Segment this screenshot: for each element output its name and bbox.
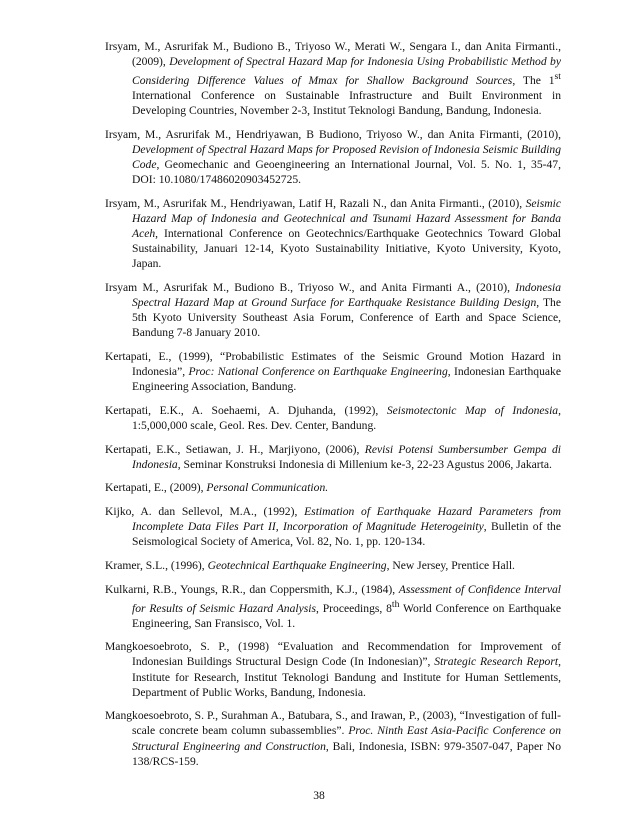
reference-title: Seismotectonic Map of Indonesia (386, 403, 559, 417)
reference-authors: Kertapati, E.K., Setiawan, J. H., Marjiyono, (2006), (105, 442, 365, 456)
reference-title: Assessment of Confidence Interval for Results of Seismic Hazard Analysis (132, 582, 561, 615)
reference-authors: Irsyam, M., Asrurifak M., Hendriyawan, Latif H, Razali N., dan Anita Firmanti., (2010), (105, 196, 526, 210)
reference-title: Personal Communication. (206, 481, 329, 495)
reference-entry (105, 480, 561, 495)
reference-entry (105, 582, 561, 631)
reference-details: , Proceedings, 8 (316, 601, 392, 615)
reference-details: , Bali, Indonesia, ISBN: 979-3507-047, Paper No 138/RCS-159. (132, 739, 561, 768)
reference-details: , The 5th Kyoto University Southeast Asia Forum, Conference of Earth and Space Science, Bandung 7-8 January 2010. (132, 296, 561, 340)
reference-entry (105, 403, 561, 433)
reference-authors: Irsyam, M., Asrurifak M., Hendriyawan, B Budiono, Triyoso W., dan Anita Firmanti, (2010), (105, 127, 561, 141)
reference-title: Strategic Research Report (434, 655, 559, 669)
reference-details: , 1:5,000,000 scale, Geol. Res. Dev. Center, Bandung. (132, 403, 561, 432)
reference-details: , New Jersey, Prentice Hall. (386, 558, 515, 572)
reference-details: , Seminar Konstruksi Indonesia di Millenium ke-3, 22-23 Agustus 2006, Jakarta. (177, 457, 552, 471)
page-number: 38 (313, 789, 325, 802)
reference-authors: Kulkarni, R.B., Youngs, R.R., dan Coppersmith, K.J., (1984), (105, 582, 399, 596)
reference-entry (105, 558, 561, 573)
reference-entry (105, 639, 561, 699)
reference-details: , International Conference on Geotechnics/Earthquake Geotechnics Toward Global Sustainability, Januari 12-14, Kyoto Sustainability Initiative, Kyoto University, Kyoto, Japan. (132, 227, 561, 271)
reference-entry (105, 349, 561, 394)
reference-title: Seismic Hazard Map of Indonesia and Geotechnical and Tsunami Hazard Assessment for Banda Aceh (132, 196, 561, 241)
reference-entry (105, 504, 561, 549)
reference-authors: Kertapati, E.K., A. Soehaemi, A. Djuhanda, (1992), (105, 403, 387, 417)
reference-entry (105, 280, 561, 340)
ordinal-suffix: th (391, 598, 400, 610)
reference-details: , Bulletin of the Seismological Society of America, Vol. 82, No. 1, pp. 120-134. (132, 520, 562, 549)
reference-title: Development of Spectral Hazard Maps for Proposed Revision of Indonesia Seismic Building Code (132, 143, 561, 172)
reference-authors: Kertapati, E., (1999), “Probabilistic Estimates of the Seismic Ground Motion Hazard in Indonesia”, (105, 349, 561, 379)
reference-title: Geotechnical Earthquake Engineering (207, 558, 387, 572)
reference-list (105, 39, 561, 777)
reference-title: Revisi Potensi Sumbersumber Gempa di Indonesia (132, 442, 561, 471)
reference-details: World Conference on Earthquake Engineering, San Fransisco, Vol. 1. (132, 601, 561, 630)
reference-details: , The 1 (512, 74, 555, 88)
reference-title: Proc. Ninth East Asia-Pacific Conference on Structural Engineering and Construction (132, 724, 562, 753)
reference-entry (105, 39, 561, 118)
reference-title: Indonesia Spectral Hazard Map at Ground Surface for Earthquake Resistance Building Design (132, 280, 561, 310)
reference-authors: Mangkoesoebroto, S. P., Surahman A., Batubara, S., and Irawan, P., (2003), “Investigation of full-scale concrete beam column subassemblies”. (105, 709, 561, 738)
reference-entry (105, 442, 561, 472)
ordinal-suffix: st (554, 71, 561, 83)
reference-authors: Mangkoesoebroto, S. P., (1998) “Evaluation and Recommendation for Improvement of Indonesian Buildings Structural Design Code (In Indonesian)”, (105, 640, 561, 669)
reference-authors: Kertapati, E., (2009), (105, 481, 207, 495)
reference-details: , Indonesian Earthquake Engineering Association, Bandung. (132, 365, 561, 394)
reference-details: , Institute for Research, Institut Teknologi Bandung and Institute for Human Settlements, Department of Public Works, Bandung, Indonesia. (132, 655, 561, 699)
reference-title: Development of Spectral Hazard Map for Indonesia Using Probabilistic Method by Considering Difference Values of Mmax for Shallow Background Sources (132, 55, 561, 88)
reference-authors: Irsyam, M., Asrurifak M., Budiono B., Triyoso W., Merati W., Sengara I., dan Anita Firmanti., (2009), (105, 40, 561, 69)
reference-entry (105, 196, 561, 271)
reference-authors: Kijko, A. dan Sellevol, M.A., (1992), (105, 505, 305, 519)
reference-authors: Kramer, S.L., (1996), (105, 558, 208, 572)
reference-title: Proc: National Conference on Earthquake Engineering (188, 365, 448, 379)
reference-entry (105, 708, 561, 768)
reference-details: , Geomechanic and Geoengineering an International Journal, Vol. 5. No. 1, 35-47, DOI: 10.1080/17486020903452725. (132, 158, 561, 187)
reference-title: Estimation of Earthquake Hazard Parameters from Incomplete Data Files Part II, Incorporation of Magnitude Heterogeinity (132, 505, 561, 534)
reference-authors: Irsyam M., Asrurifak M., Budiono B., Triyoso W., and Anita Firmanti A., (2010), (105, 280, 516, 294)
reference-entry (105, 127, 561, 187)
reference-details: International Conference on Sustainable Infrastructure and Built Environment in Developing Countries, November 2-3, Institut Teknologi Bandung, Bandung, Indonesia. (132, 89, 561, 118)
